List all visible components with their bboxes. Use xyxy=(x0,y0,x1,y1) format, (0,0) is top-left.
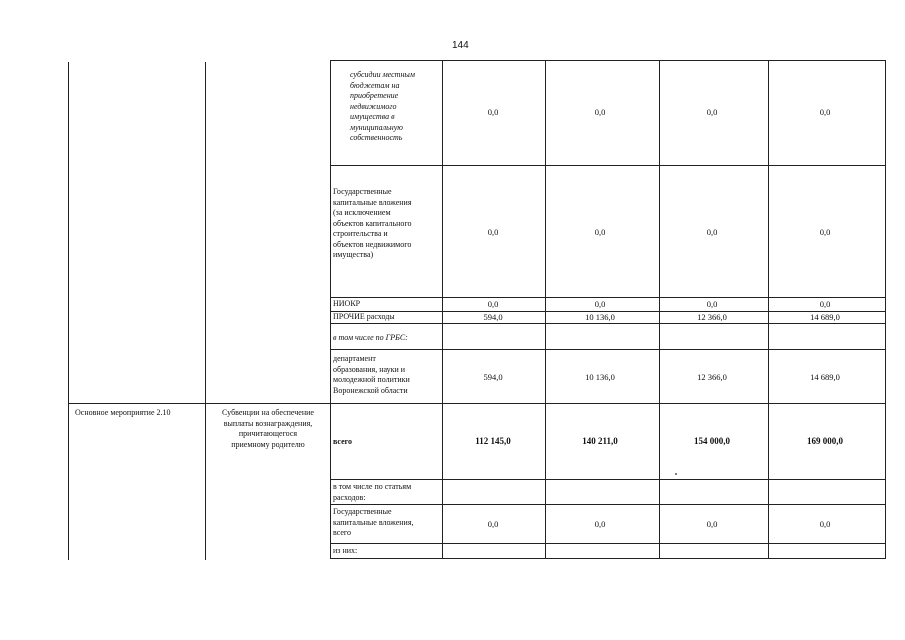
cell-value: 0,0 xyxy=(594,519,606,529)
cell-value: 0,0 xyxy=(819,519,831,529)
row-label-of-them: из них: xyxy=(333,546,358,555)
cell-value: 12 366,0 xyxy=(697,372,727,382)
scan-speck xyxy=(675,473,677,475)
cell-value: 0,0 xyxy=(487,299,499,309)
cell-value: 0,0 xyxy=(487,519,499,529)
cell-value: 0,0 xyxy=(706,519,718,529)
row-label-niokr: НИОКР xyxy=(333,299,361,308)
measure-code: Основное мероприятие 2.10 xyxy=(75,408,171,417)
row-label-department: департамент образования, науки и молодежной политики Воронежской области xyxy=(333,354,410,395)
cell-value: 0,0 xyxy=(706,227,718,237)
cell-value: 0,0 xyxy=(594,299,606,309)
cell-value: 594,0 xyxy=(483,312,503,322)
measure-name: Субвенции на обеспечение выплаты вознаграждения, причитающегося приемному родителю xyxy=(222,408,314,449)
cell-value: 0,0 xyxy=(594,227,606,237)
row-label-including-grbs: в том числе по ГРБС: xyxy=(333,333,408,342)
cell-value: 169 000,0 xyxy=(807,436,843,446)
row-label-including-by-items: в том числе по статьям расходов: xyxy=(333,482,412,502)
cell-value: 0,0 xyxy=(487,227,499,237)
cell-value: 140 211,0 xyxy=(582,436,618,446)
row-label-other-expenses: ПРОЧИЕ расходы xyxy=(333,312,395,321)
row-label-total: всего xyxy=(333,437,353,446)
cell-value: 10 136,0 xyxy=(585,312,615,322)
cell-value: 0,0 xyxy=(819,299,831,309)
cell-value: 0,0 xyxy=(706,299,718,309)
page-number: 144 xyxy=(452,40,469,51)
cell-value: 10 136,0 xyxy=(585,372,615,382)
cell-value: 594,0 xyxy=(483,372,503,382)
cell-value: 0,0 xyxy=(819,107,831,117)
cell-value: 12 366,0 xyxy=(697,312,727,322)
cell-value: 0,0 xyxy=(594,107,606,117)
cell-value: 154 000,0 xyxy=(694,436,730,446)
cell-value: 112 145,0 xyxy=(475,436,511,446)
cell-value: 14 689,0 xyxy=(810,312,840,322)
cell-value: 0,0 xyxy=(706,107,718,117)
row-label-capital-investments: Государственные капитальные вложения (за исключением объектов капитального строительства и объектов недвижимого имущества) xyxy=(333,187,412,259)
cell-value: 14 689,0 xyxy=(810,372,840,382)
cell-value: 0,0 xyxy=(487,107,499,117)
cell-value: 0,0 xyxy=(819,227,831,237)
row-label-capital-investments-total: Государственные капитальные вложения, всего xyxy=(333,507,414,537)
row-label-subsidies: субсидии местным бюджетам на приобретение недвижимого имущества в муниципальную собственность xyxy=(350,70,415,142)
